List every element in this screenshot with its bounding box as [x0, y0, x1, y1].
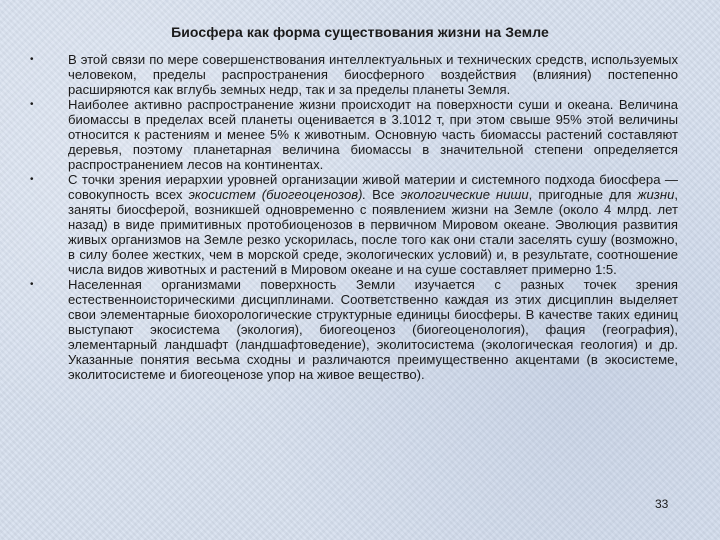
bullet-text: , пригодные для [528, 187, 638, 202]
bullet-list [28, 52, 678, 382]
bullet-text: С точки зрения иерархии уровней организации живой материи и системного подхода биосфера — совокупность всех [68, 172, 678, 202]
bullet-text: , заняты биосферой, возникшей одновременно с появлением жизни на Земле (около 4 млрд. лет назад) в виде примитивных протобиоценозов в первичном Мировом океане. Эволюция развития живых организмов на Земле резко ускорилась, после того как они стали заселять сушу (возможно, в силу более жестких, чем в морской среде, экологических условий) и, в результате, соотношение числа видов животных и растений в Мировом океане и на суше составляет примерно 1:5. [68, 187, 679, 277]
term-ecological-niches: экологические ниши [400, 187, 529, 202]
term-life: жизни [637, 187, 675, 202]
bullet-item [28, 172, 678, 277]
bullet-item [28, 52, 678, 97]
bullet-text: Населенная организмами поверхность Земли изучается с разных точек зрения естественноисторическими дисциплинами. Соответственно каждая из этих дисциплин выделяет свои элементарные биохорологические структурные единицы биосферы. В качестве таких единиц выступают экосистема (экология), биогеоценоз (биогеоценология), фация (география), элементарный ландшафт (ландшафтоведение), эколитосистема (экологическая геология) и др. Указанные понятия весьма сходны и различаются преимущественно акцентами (в экосистеме, эколитосистеме и биогеоценозе упор на живое вещество). [68, 277, 678, 382]
bullet-text: В этой связи по мере совершенствования интеллектуальных и технических средств, используемых человеком, пределы распространения биосферного воздействия (влияния) постепенно расширяются как вглубь земных недр, так и за пределы планеты Земля. [68, 52, 678, 97]
bullet-icon: • [30, 99, 34, 110]
bullet-icon: • [30, 54, 34, 65]
bullet-text: Все [366, 187, 401, 202]
bullet-icon: • [30, 279, 34, 290]
bullet-item [28, 277, 678, 382]
bullet-text: Наиболее активно распространение жизни происходит на поверхности суши и океана. Величина биомассы в пределах всей планеты оценивается в 3.1012 т, при этом свыше 95% этой величины относится к растениям и менее 5% к животным. Основную часть биомассы растений составляют деревья, поэтому планетарная величина биомассы в значительной степени определяется распространением лесов на континентах. [68, 97, 678, 172]
slide-title: Биосфера как форма существования жизни на Земле [171, 24, 549, 40]
term-ecosystems: экосистем (биогеоценозов). [188, 187, 367, 202]
bullet-item [28, 97, 678, 172]
page-number: 33 [655, 497, 669, 511]
bullet-icon: • [30, 174, 34, 185]
